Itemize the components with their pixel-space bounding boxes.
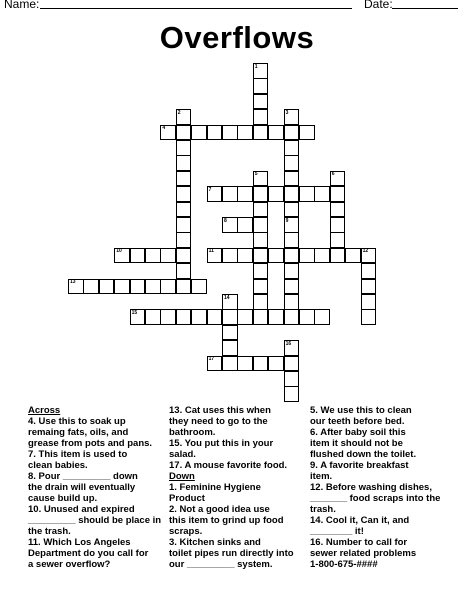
grid-cell[interactable] [130,279,146,295]
grid-cell[interactable] [299,125,315,141]
grid-cell[interactable] [299,248,315,264]
grid-cell[interactable] [222,340,238,356]
grid-cell[interactable] [361,294,377,310]
clue: 16. Number to call for sewer related problems 1-800-675-#### [310,537,417,570]
grid-cell[interactable] [284,232,300,248]
grid-cell[interactable] [222,248,238,264]
grid-cell[interactable] [284,371,300,387]
name-line[interactable] [40,8,352,9]
grid-cell[interactable] [176,140,192,156]
grid-cell[interactable] [191,279,207,295]
grid-cell[interactable] [268,125,284,141]
grid-cell[interactable] [253,125,269,141]
grid-cell[interactable] [253,248,269,264]
grid-cell[interactable] [130,248,146,264]
grid-cell[interactable] [222,125,238,141]
grid-cell[interactable] [284,294,300,310]
grid-cell[interactable] [222,309,238,325]
grid-cell[interactable] [176,186,192,202]
grid-cell[interactable] [268,309,284,325]
grid-cell[interactable] [268,186,284,202]
grid-cell[interactable] [160,309,176,325]
grid-cell[interactable] [284,248,300,264]
clue-number: 8 [224,217,227,224]
grid-cell[interactable] [284,125,300,141]
grid-cell[interactable] [191,309,207,325]
page-title: Overflows [159,20,315,55]
clue: 12. Before washing dishes, _______ food scraps into the trash. [310,482,441,515]
grid-cell[interactable] [284,186,300,202]
clue: 1. Feminine Hygiene Product [169,482,261,504]
grid-cell[interactable] [330,232,346,248]
grid-cell[interactable] [284,140,300,156]
grid-cell[interactable] [314,248,330,264]
grid-cell[interactable] [361,279,377,295]
grid-cell[interactable] [284,171,300,187]
grid-cell[interactable] [145,279,161,295]
grid-cell[interactable] [237,309,253,325]
clue-number: 5 [254,171,258,178]
grid-cell[interactable] [191,125,207,141]
date-line[interactable] [392,8,458,9]
grid-cell[interactable] [330,248,346,264]
clue: 7. This item is used to clean babies. [28,449,128,471]
clue-number: 6 [331,171,335,178]
grid-cell[interactable] [284,279,300,295]
grid-cell[interactable] [299,309,315,325]
clue: 14. Cool it, Can it, and ________ it! [310,515,410,537]
grid-cell[interactable] [253,217,269,233]
clue-number: 9 [285,217,289,224]
grid-cell[interactable] [114,279,130,295]
clue-number: 15 [131,309,138,316]
grid-cell[interactable] [314,186,330,202]
grid-cell[interactable] [330,186,346,202]
grid-cell[interactable] [330,217,346,233]
clue-number: 3 [285,109,289,116]
grid-cell[interactable] [284,155,300,171]
grid-cell[interactable] [176,217,192,233]
grid-cell[interactable] [176,125,192,141]
grid-cell[interactable] [176,309,192,325]
grid-cell[interactable] [145,248,161,264]
grid-cell[interactable] [237,356,253,372]
grid-cell[interactable] [253,294,269,310]
clues-middle-column [169,405,309,570]
grid-cell[interactable] [222,356,238,372]
grid-cell[interactable] [314,309,330,325]
grid-cell[interactable] [253,78,269,94]
grid-cell[interactable] [222,186,238,202]
clue-number: 14 [224,294,230,301]
grid-cell[interactable] [284,309,300,325]
grid-cell[interactable] [253,94,269,110]
clue: 4. Use this to soak up remaing fats, oils, and grease from pots and pans. [28,416,153,449]
clue-number: 1 [254,63,258,70]
clue: 3. Kitchen sinks and toilet pipes run directly into our _________ system. [169,537,294,570]
clue-number: 10 [116,248,122,255]
grid-cell[interactable] [284,202,300,218]
grid-cell[interactable] [253,109,269,125]
grid-cell[interactable] [83,279,99,295]
down-heading: Down [169,471,195,482]
grid-cell[interactable] [176,279,192,295]
grid-cell[interactable] [253,202,269,218]
clue-number: 11 [208,248,214,255]
clue: 2. Not a good idea use this item to grind up food scraps. [169,504,284,537]
name-label: Name: [4,0,40,11]
grid-cell[interactable] [268,356,284,372]
clue: 10. Unused and expired _________ should be place in the trash. [28,504,162,537]
clue: 15. You put this in your salad. [169,438,274,460]
grid-cell[interactable] [330,202,346,218]
grid-cell[interactable] [345,248,361,264]
grid-cell[interactable] [99,279,115,295]
clues-across-column [28,405,168,570]
grid-cell[interactable] [361,309,377,325]
clue-number: 2 [177,109,181,116]
grid-cell[interactable] [237,186,253,202]
grid-cell[interactable] [145,309,161,325]
grid-cell[interactable] [222,325,238,341]
clue: 5. We use this to clean our teeth before bed. [310,405,412,427]
across-heading: Across [28,405,61,416]
clue-number: 13 [70,279,76,286]
grid-cell[interactable] [176,248,192,264]
grid-cell[interactable] [253,279,269,295]
grid-cell[interactable] [299,186,315,202]
grid-cell[interactable] [237,248,253,264]
grid-cell[interactable] [253,232,269,248]
grid-cell[interactable] [160,279,176,295]
grid-cell[interactable] [237,125,253,141]
clue: 6. After baby soil this item it should not be flushed down the toilet. [310,427,417,460]
grid-cell[interactable] [268,248,284,264]
grid-cell[interactable] [253,263,269,279]
clues-down-column [310,405,460,570]
clue: 17. A mouse favorite food. [169,460,288,471]
grid-cell[interactable] [284,386,300,402]
clue: 8. Pour _________ down the drain will eventually cause build up. [28,471,138,504]
grid-cell[interactable] [176,171,192,187]
grid-cell[interactable] [176,155,192,171]
grid-cell[interactable] [176,202,192,218]
clue-number: 4 [162,125,166,132]
grid-cell[interactable] [207,125,223,141]
grid-cell[interactable] [207,309,223,325]
grid-cell[interactable] [176,263,192,279]
grid-cell[interactable] [253,309,269,325]
clue-number: 16 [285,340,292,347]
clue-number: 17 [208,356,215,363]
clue: 13. Cat uses this when they need to go to the bathroom. [169,405,271,438]
grid-cell[interactable] [237,217,253,233]
clue-number: 7 [208,186,212,193]
grid-cell[interactable] [361,263,377,279]
clue-number: 12 [362,248,369,255]
grid-cell[interactable] [160,248,176,264]
clue: 11. Which Los Angeles Department do you call for a sewer overflow? [28,537,149,570]
grid-cell[interactable] [253,186,269,202]
grid-cell[interactable] [253,356,269,372]
date-label: Date: [364,0,393,11]
grid-cell[interactable] [284,356,300,372]
clue: 9. A favorite breakfast item. [310,460,409,482]
grid-cell[interactable] [284,263,300,279]
grid-cell[interactable] [176,232,192,248]
